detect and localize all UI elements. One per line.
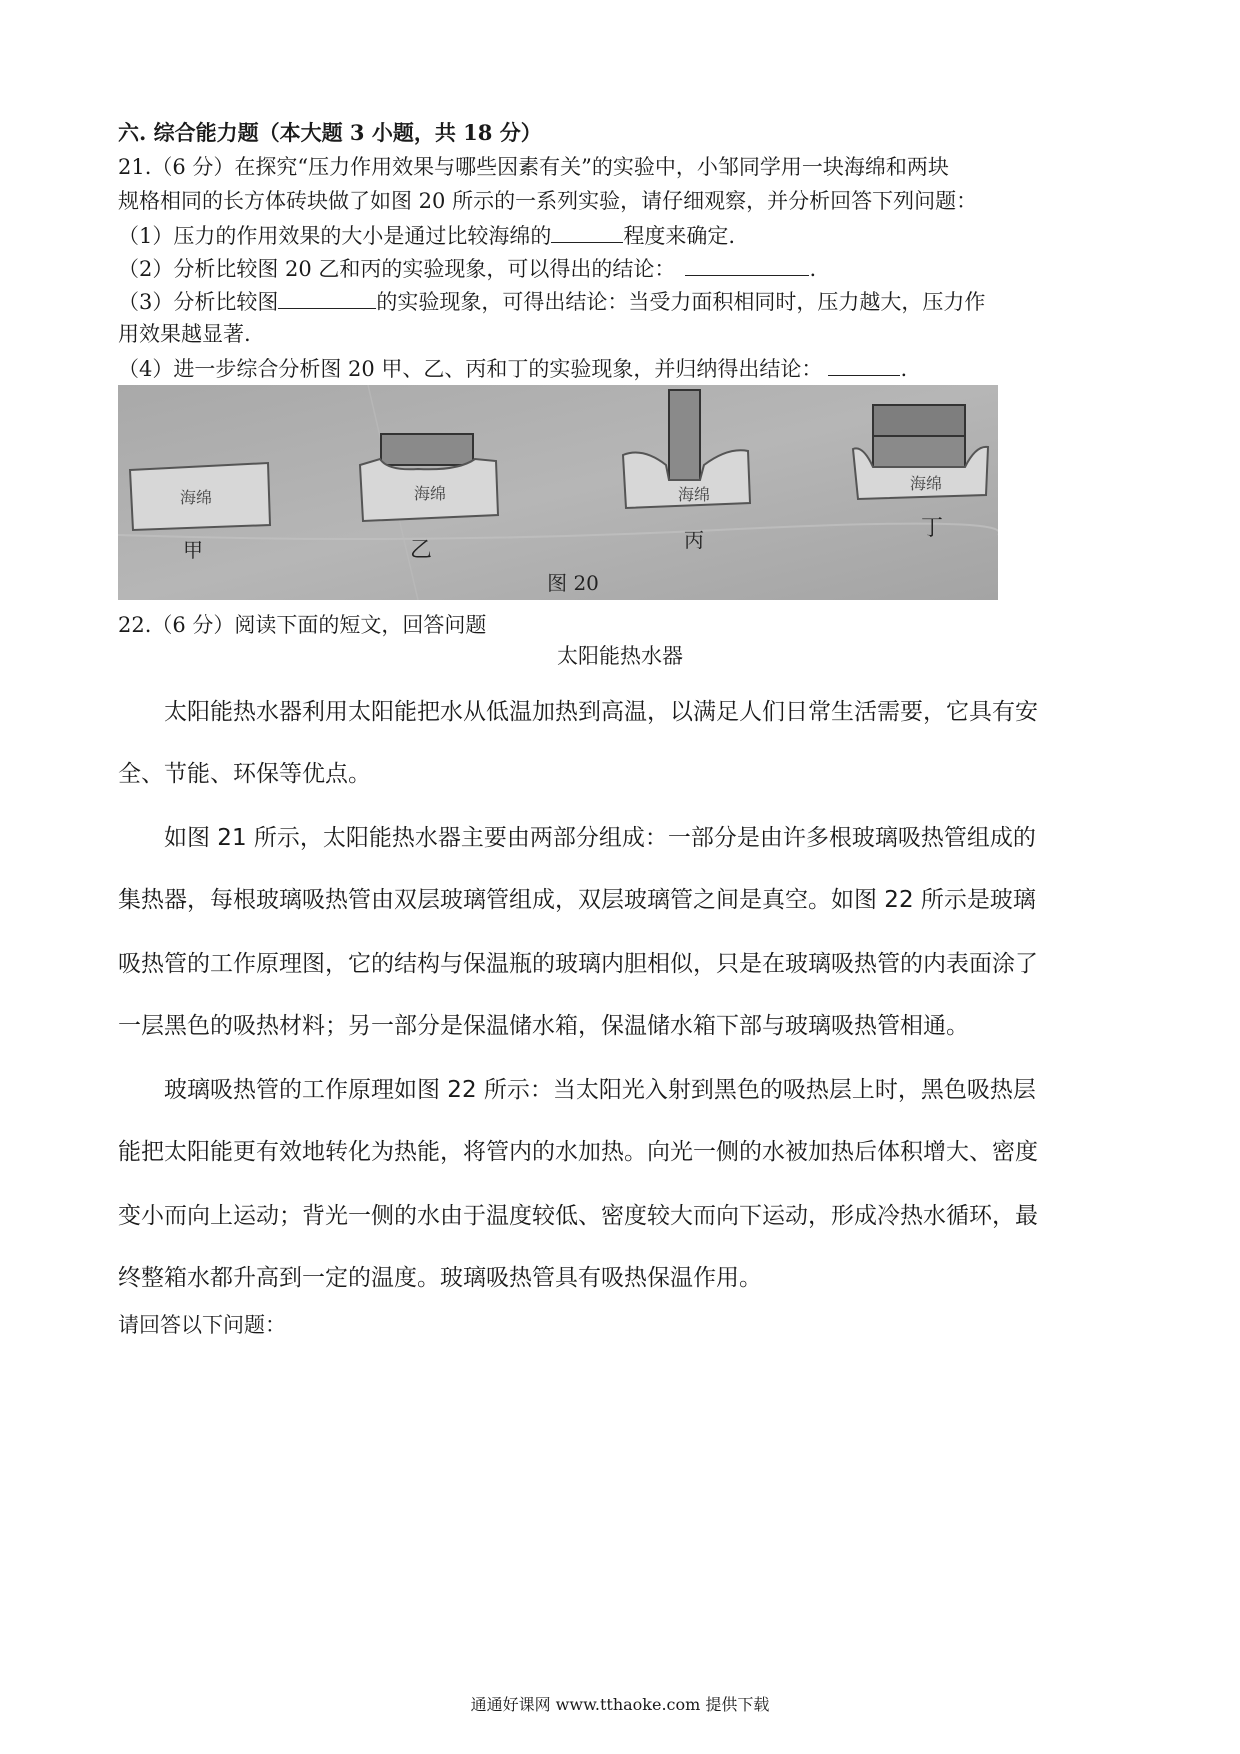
q21-sub2-text: （2）分析比较图 20 乙和丙的实验现象，可以得出的结论： (118, 257, 676, 281)
brick-bing (669, 390, 700, 480)
q21-sub3-line2: 用效果越显著. (118, 322, 251, 346)
passage-p2-line2: 集热器，每根玻璃吸热管由双层玻璃管组成，双层玻璃管之间是真空。如图 22 所示是玻璃 (118, 887, 1036, 913)
q21-sub1-text-after: 程度来确定. (623, 224, 736, 248)
q21-sub3 (118, 286, 985, 317)
q21-sub4-blank (828, 353, 900, 376)
brick-ding-bottom (873, 436, 965, 467)
q21-sub2 (118, 253, 816, 284)
passage-p3-line1: 玻璃吸热管的工作原理如图 22 所示：当太阳光入射到黑色的吸热层上时，黑色吸热层 (118, 1077, 1036, 1103)
sponge-label-bing: 海绵 (677, 485, 711, 504)
q21-sub4 (118, 353, 907, 384)
passage-title: 太阳能热水器 (557, 644, 683, 668)
figure-20 (118, 385, 998, 600)
passage-p1-line1: 太阳能热水器利用太阳能把水从低温加热到高温，以满足人们日常生活需要，它具有安 (118, 699, 1038, 725)
passage-p3-line2: 能把太阳能更有效地转化为热能，将管内的水加热。向光一侧的水被加热后体积增大、密度 (118, 1139, 1038, 1165)
q21-sub3-text-after: 的实验现象，可得出结论：当受力面积相同时，压力越大，压力作 (376, 290, 986, 314)
figure-label-bing: 丙 (684, 528, 704, 552)
q21-sub3-text: （3）分析比较图 (118, 290, 279, 314)
q21-stem-line2: 规格相同的长方体砖块做了如图 20 所示的一系列实验，请仔细观察，并分析回答下列问题： (118, 189, 978, 213)
q21-sub2-blank (685, 253, 809, 276)
sponge-label-yi: 海绵 (413, 484, 447, 503)
brick-ding-top (873, 405, 965, 436)
passage-p1-line2: 全、节能、环保等优点。 (118, 761, 371, 787)
q21-sub4-text-after: . (900, 357, 908, 381)
q21-sub1-text: （1）压力的作用效果的大小是通过比较海绵的 (118, 224, 552, 248)
q22-stem: 22.（6 分）阅读下面的短文，回答问题 (118, 613, 487, 637)
q22-ask: 请回答以下问题： (118, 1313, 286, 1337)
sponge-label-ding: 海绵 (909, 474, 943, 493)
passage-p2-line1: 如图 21 所示，太阳能热水器主要由两部分组成：一部分是由许多根玻璃吸热管组成的 (118, 825, 1036, 851)
passage-p3-line3: 变小而向上运动；背光一侧的水由于温度较低、密度较大而向下运动，形成冷热水循环，最 (118, 1203, 1038, 1229)
passage-p3-line4: 终整箱水都升高到一定的温度。玻璃吸热管具有吸热保温作用。 (118, 1265, 762, 1291)
brick-yi (381, 434, 473, 465)
page-footer: 通通好课网 www.tthaoke.com 提供下载 (470, 1695, 770, 1714)
q21-sub3-blank (278, 286, 376, 309)
q21-sub1-blank (551, 220, 623, 243)
passage-p2-line3: 吸热管的工作原理图，它的结构与保温瓶的玻璃内胆相似，只是在玻璃吸热管的内表面涂了 (118, 951, 1038, 977)
q21-sub4-text: （4）进一步综合分析图 20 甲、乙、丙和丁的实验现象，并归纳得出结论： (118, 357, 823, 381)
figure-label-ding: 丁 (920, 516, 944, 541)
q21-stem-line1: 21.（6 分）在探究“压力作用效果与哪些因素有关”的实验中，小邹同学用一块海绵和两块 (118, 155, 949, 179)
section-title: 六. 综合能力题（本大题 3 小题，共 18 分） (118, 120, 542, 145)
sponge-label-jia: 海绵 (179, 488, 213, 507)
q21-sub2-text-after: . (809, 257, 817, 281)
passage-p2-line4: 一层黑色的吸热材料；另一部分是保温储水箱，保温储水箱下部与玻璃吸热管相通。 (118, 1013, 969, 1039)
figure-caption: 图 20 (547, 571, 599, 595)
q21-sub1 (118, 220, 735, 251)
figure-label-yi: 乙 (409, 538, 433, 563)
figure-label-jia: 甲 (183, 538, 203, 562)
